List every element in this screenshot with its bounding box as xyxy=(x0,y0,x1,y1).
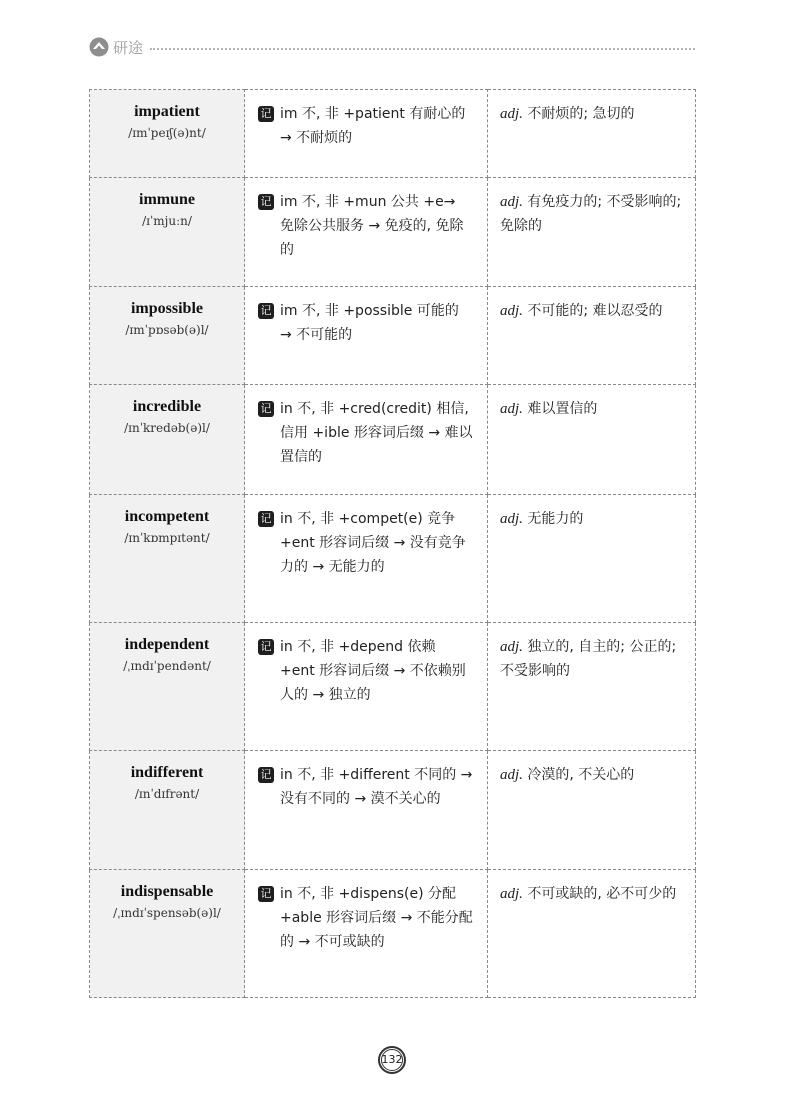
memory-tip: im 不, 非 +mun 公共 +e→ 免除公共服务 → 免疫的, 免除的 xyxy=(280,194,464,258)
word-cell xyxy=(90,870,245,998)
word-phonetic: /ɪmˈpeɪʃ(ə)nt/ xyxy=(128,126,206,140)
word-cell xyxy=(90,90,245,178)
word-cell xyxy=(90,495,245,623)
memory-tip: in 不, 非 +depend 依赖 +ent 形容词后缀 → 不依赖别人的 → 独立的 xyxy=(280,639,466,703)
meaning-cell xyxy=(488,870,696,998)
word-phonetic: /ˌɪndɪˈpendənt/ xyxy=(123,659,211,673)
logo-text: 研途 xyxy=(113,38,144,57)
meaning-cell xyxy=(488,751,696,870)
memory-badge-icon: 记 xyxy=(258,194,274,210)
publisher-logo xyxy=(88,36,143,58)
memory-tip: im 不, 非 +possible 可能的 → 不可能的 xyxy=(280,303,459,343)
memory-badge-icon: 记 xyxy=(258,886,274,902)
page-number-badge xyxy=(378,1046,406,1074)
page-number: 132 xyxy=(381,1053,403,1066)
part-of-speech: adj. xyxy=(500,401,523,417)
word-phonetic: /ɪmˈpɒsəb(ə)l/ xyxy=(125,323,209,337)
word-phonetic: /ɪnˈdɪfrənt/ xyxy=(134,787,200,801)
table-row xyxy=(90,870,696,998)
word-meaning: 独立的, 自主的; 公正的; 不受影响的 xyxy=(500,639,677,679)
memory-badge-icon: 记 xyxy=(258,303,274,319)
part-of-speech: adj. xyxy=(500,886,523,902)
meaning-cell xyxy=(488,178,696,287)
memory-cell xyxy=(245,287,488,385)
memory-badge-icon: 记 xyxy=(258,511,274,527)
memory-cell xyxy=(245,751,488,870)
word-meaning: 无能力的 xyxy=(527,511,584,527)
word-headword: incompetent xyxy=(124,508,210,525)
memory-cell xyxy=(245,495,488,623)
memory-cell xyxy=(245,385,488,495)
word-headword: incredible xyxy=(132,398,202,415)
header-divider xyxy=(150,48,695,50)
table-row xyxy=(90,385,696,495)
word-cell xyxy=(90,385,245,495)
table-row xyxy=(90,751,696,870)
word-headword: indispensable xyxy=(120,883,214,900)
word-headword: immune xyxy=(139,191,195,208)
meaning-cell xyxy=(488,90,696,178)
word-meaning: 冷漠的, 不关心的 xyxy=(527,767,635,783)
word-headword: impatient xyxy=(134,103,200,120)
word-meaning: 不可能的; 难以忍受的 xyxy=(527,303,663,319)
word-meaning: 难以置信的 xyxy=(527,401,598,417)
word-cell xyxy=(90,751,245,870)
meaning-cell xyxy=(488,287,696,385)
part-of-speech: adj. xyxy=(500,511,523,527)
table-row xyxy=(90,623,696,751)
memory-cell xyxy=(245,178,488,287)
part-of-speech: adj. xyxy=(500,303,523,319)
word-cell xyxy=(90,178,245,287)
logo-icon xyxy=(88,36,110,58)
meaning-cell xyxy=(488,385,696,495)
meaning-cell xyxy=(488,623,696,751)
word-meaning: 不可或缺的, 必不可少的 xyxy=(527,886,677,902)
part-of-speech: adj. xyxy=(500,194,523,210)
word-headword: independent xyxy=(124,636,210,653)
part-of-speech: adj. xyxy=(500,639,523,655)
table-row xyxy=(90,90,696,178)
word-meaning: 不耐烦的; 急切的 xyxy=(527,106,635,122)
memory-badge-icon: 记 xyxy=(258,767,274,783)
table-row xyxy=(90,495,696,623)
word-headword: indifferent xyxy=(130,764,204,781)
part-of-speech: adj. xyxy=(500,767,523,783)
table-row xyxy=(90,178,696,287)
memory-tip: in 不, 非 +dispens(e) 分配 +able 形容词后缀 → 不能分配的 → 不可或缺的 xyxy=(280,886,473,950)
word-phonetic: /ɪnˈkredəb(ə)l/ xyxy=(124,421,210,435)
memory-cell xyxy=(245,90,488,178)
word-phonetic: /ɪnˈkɒmpɪtənt/ xyxy=(124,531,210,545)
word-cell xyxy=(90,287,245,385)
word-meaning: 有免疫力的; 不受影响的; 免除的 xyxy=(500,194,682,234)
memory-cell xyxy=(245,623,488,751)
memory-tip: in 不, 非 +compet(e) 竞争 +ent 形容词后缀 → 没有竞争力的 → 无能力的 xyxy=(280,511,466,575)
vocabulary-table xyxy=(89,89,696,998)
memory-cell xyxy=(245,870,488,998)
memory-tip: in 不, 非 +cred(credit) 相信, 信用 +ible 形容词后缀 → 难以置信的 xyxy=(280,401,473,465)
page-header xyxy=(88,36,695,60)
part-of-speech: adj. xyxy=(500,106,523,122)
memory-tip: im 不, 非 +patient 有耐心的 → 不耐烦的 xyxy=(280,106,466,146)
memory-badge-icon: 记 xyxy=(258,639,274,655)
table-row xyxy=(90,287,696,385)
memory-badge-icon: 记 xyxy=(258,106,274,122)
meaning-cell xyxy=(488,495,696,623)
word-phonetic: /ˌɪndɪˈspensəb(ə)l/ xyxy=(113,906,221,920)
memory-tip: in 不, 非 +different 不同的 → 没有不同的 → 漠不关心的 xyxy=(280,767,473,807)
memory-badge-icon: 记 xyxy=(258,401,274,417)
word-phonetic: /ɪˈmjuːn/ xyxy=(142,214,192,228)
word-headword: impossible xyxy=(130,300,203,317)
word-cell xyxy=(90,623,245,751)
